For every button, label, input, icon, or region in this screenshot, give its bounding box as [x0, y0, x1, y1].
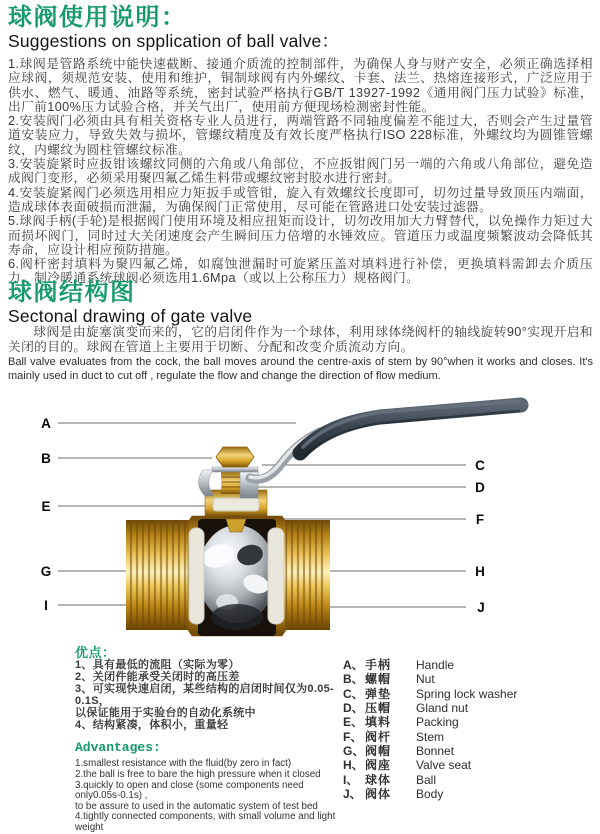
part-name-cn: 阀帽 [365, 744, 392, 759]
part-name-cn: 压帽 [365, 701, 392, 716]
part-name-en: Gland nut [416, 701, 469, 716]
part-row [343, 713, 583, 730]
callout-letter-i: I [44, 598, 48, 613]
part-row [343, 670, 583, 687]
part-key: D、 [343, 701, 364, 716]
part-key: H、 [343, 758, 364, 773]
part-name-en: Nut [416, 672, 435, 687]
advantages-title-cn: 优点： [75, 645, 116, 660]
advantage-item-en: 4.tightly connected components, with small volume and light weight [75, 811, 336, 833]
part-name-cn: 阀座 [365, 758, 392, 773]
valve-seat-right [268, 528, 284, 624]
section2-desc-en: Ball valve evaluates from the cock, the ball moves around the centre-axis of stem by 90°when it works and closes. It's mainly used in duct to cut off , regulate the flow and change the direction of flow medium. [8, 356, 593, 382]
part-name-cn: 阀杆 [365, 729, 392, 744]
advantages-block [75, 645, 347, 834]
part-name-en: Bonnet [416, 744, 455, 759]
part-name-cn: 球体 [365, 772, 392, 787]
advantage-item-cn: 以保证能用于实验台的自动化系统中 [75, 706, 256, 719]
instruction-paragraph: 5.球阀手柄(手轮)是根据阀门使用环境及相应扭矩而设计，切勿改用加大力臂替代，以免操作力矩过大而损坏阀门，同时过大关闭速度会产生瞬间压力倍增的水锤效应。管道压力或温度频繁波动会降低其寿命，应设计相应预防措施。 [8, 214, 593, 257]
callout-letter-c: C [475, 458, 485, 473]
advantage-item-cn: 4、结构紧凑，体积小，重量轻 [75, 718, 229, 731]
valve-hex-nut [216, 447, 254, 467]
instruction-paragraph: 4.安装旋紧阀门必须选用相应力矩扳手或管钳，旋入有效螺纹长度即可，切勿过量导致顶压内端面，造成球体表面破损而泄漏，为确保阀门正常使用，尽可能在管路进口处安装过滤器。 [8, 185, 593, 214]
part-name-cn: 填料 [365, 715, 392, 730]
parts-legend [343, 656, 583, 802]
section2-desc-cn: 球阀是由旋塞演变而来的，它的启闭件作为一个球体，利用球体绕阀杆的轴线旋转90°实现开启和关闭的目的。球阀在管道上主要用于切断、分配和改变介质流动方向。 [8, 325, 593, 354]
instruction-paragraph: 2.安装阀门必须由具有相关资格专业人员进行，两端管路不同轴度偏差不能过大，否则会产生过量管道安装应力，导致失效与损坏，管螺纹精度及有效长度严格执行ISO 228标准，外螺纹均为圆锥管螺纹，内螺纹为圆柱管螺纹标准。 [8, 114, 593, 157]
part-key: E、 [343, 715, 364, 730]
section2-title-en: Sectonal drawing of gate valve [8, 306, 253, 326]
part-name-en: Ball [416, 772, 437, 787]
callout-letter-f: F [475, 512, 485, 527]
part-key: F、 [343, 729, 363, 744]
part-name-en: Body [416, 787, 444, 802]
advantage-item-en: 3.quickly to open and close (some components need only0.05s-0.1s) , [75, 779, 304, 802]
callout-letter-a: A [41, 416, 51, 431]
part-name-en: Packing [416, 715, 459, 730]
advantages-list-en [75, 759, 347, 833]
advantages-title-en: Advantages: [75, 740, 161, 756]
callout-letter-e: E [41, 499, 51, 514]
part-key: G、 [343, 744, 365, 759]
part-key: I、 [343, 772, 359, 787]
part-key: J、 [343, 787, 362, 802]
valve-left-pipe [126, 520, 190, 630]
section2-title-cn: 球阀结构图 [8, 279, 136, 306]
callout-letter-h: H [475, 564, 485, 579]
section1-title-cn: 球阀使用说明： [8, 4, 187, 31]
advantage-item-en: 2.the ball is free to bare the high pressure when it closed [75, 769, 321, 781]
instruction-paragraph: 1.球阀是管路系统中能快速截断、接通介质流的控制部件，为确保人身与财产安全，必须正确选择相应球阀，须规范安装、使用和维护，铜制球阀有内外螺纹、卡套、法兰、热熔连接形式，广泛应用于供水、燃气、暖通、油路等系统，密封试验严格执行GB/T 13927-1992《通用阀门压力试验》标准，出厂前100%压力试验合格，并关气出厂，使用前方便现场检测密封性能。 [8, 57, 593, 114]
section1-title-en: Suggestions on spplication of ball valve： [8, 31, 340, 51]
part-key: B、 [343, 672, 364, 687]
part-row [343, 785, 583, 802]
advantage-item-cn: 2、关闭件能承受关闭时的高压差 [75, 670, 240, 683]
part-key: C、 [343, 686, 364, 701]
valve-right-pipe [280, 520, 330, 630]
part-name-en: Stem [416, 729, 445, 744]
part-row [343, 742, 583, 759]
valve-seat-left [189, 528, 204, 624]
ball-valve-diagram [0, 390, 600, 662]
instruction-paragraph: 3.安装旋紧时应扳钳该螺纹同侧的六角或八角部位，不应扳钳阀门另一端的六角或八角部位，避免造成阀门变形，必须采用聚四氟乙烯生料带或螺纹密封胶水进行密封。 [8, 157, 593, 186]
part-name-en: Valve seat [416, 758, 472, 773]
part-row [343, 656, 583, 670]
part-name-en: Handle [416, 658, 455, 672]
callout-letter-b: B [41, 451, 51, 466]
advantage-item-en: to be assure to used in the automatic system of test bed [75, 800, 318, 812]
callout-letter-g: G [40, 564, 52, 579]
part-row [343, 685, 583, 699]
part-row [343, 771, 583, 785]
part-name-en: Spring lock washer [416, 686, 518, 701]
advantage-item-cn: 1、具有最低的流阻（实际为零） [75, 659, 240, 671]
callout-letter-d: D [475, 480, 485, 495]
advantage-item-en: 1.smallest resistance with the fluid(by zero in fact) [75, 758, 292, 770]
part-key: A、 [343, 658, 364, 672]
part-name-cn: 弹垫 [365, 686, 392, 701]
callout-letter-j: J [477, 600, 485, 615]
valve-packing [213, 498, 259, 511]
valve-handle [300, 401, 521, 459]
part-row [343, 756, 583, 773]
part-name-cn: 手柄 [365, 658, 392, 672]
instructions-block [8, 57, 593, 286]
part-name-cn: 阀体 [365, 787, 392, 802]
part-row [343, 699, 583, 716]
part-name-cn: 螺帽 [365, 672, 392, 687]
advantages-list-cn [75, 660, 347, 731]
part-row [343, 728, 583, 742]
instruction-paragraph: 6.阀杆密封填料为聚四氟乙烯，如腐蚀泄漏时可旋紧压盖对填料进行补偿，更换填料需卸去介质压力。制冷暖通系统球阀必须选用1.6Mpa（或以上公称压力）规格阀门。 [8, 257, 593, 286]
advantage-item-cn: 3、可实现快速启闭，某些结构的启闭时间仅为0.05-0.1S， [75, 682, 334, 707]
